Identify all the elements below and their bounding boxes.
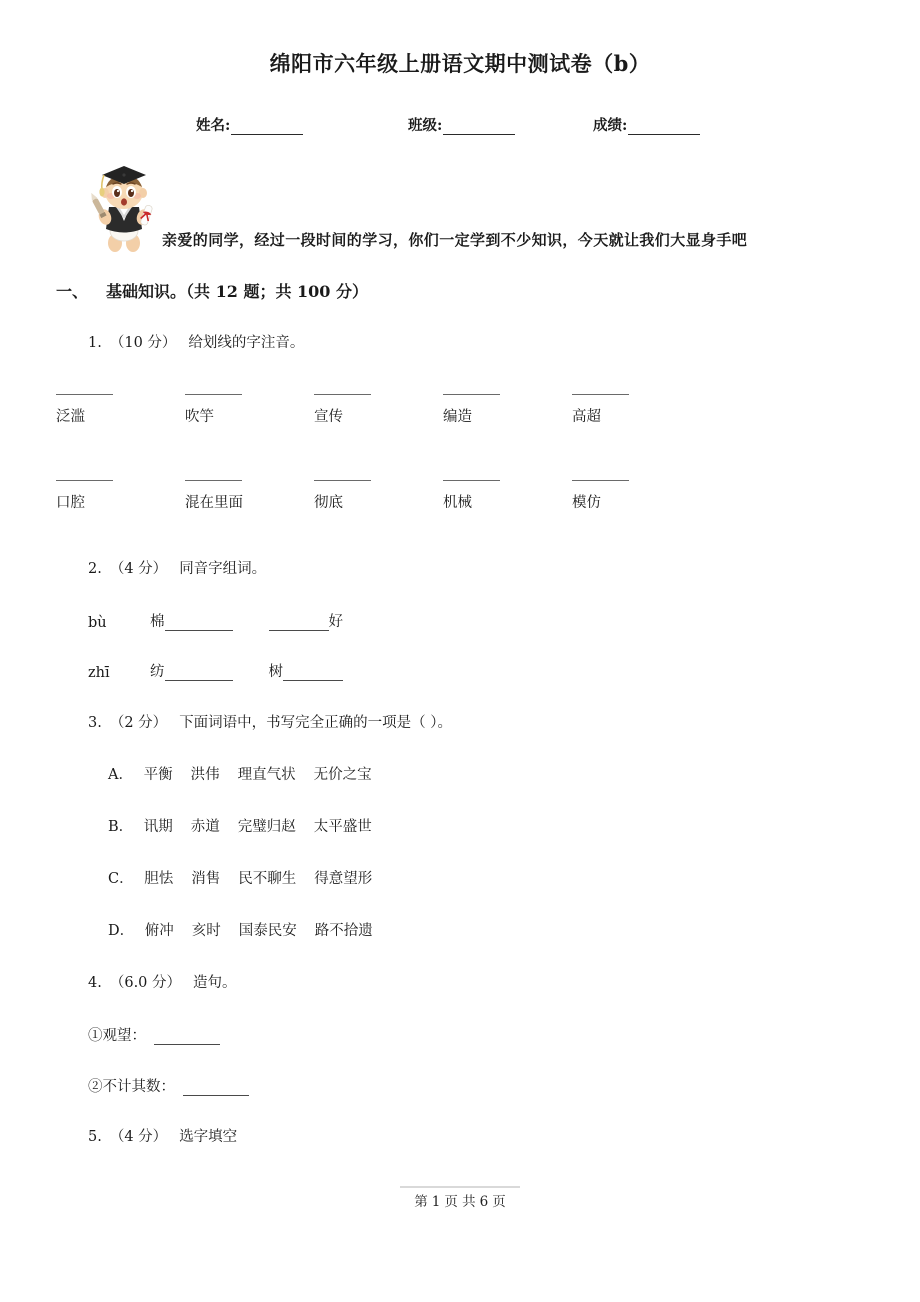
footer-suffix: 页: [492, 1194, 506, 1210]
option-word: 平衡: [143, 767, 173, 783]
option-d-text: [140, 923, 373, 939]
q1-text: 给划线的字注音。: [188, 335, 305, 351]
class-field: [408, 114, 593, 135]
answer-blank[interactable]: [154, 1032, 220, 1045]
q5-points: （4 分）: [109, 1129, 168, 1145]
q2-text: 同音字组词。: [179, 561, 267, 577]
q4-points: （6.0 分）: [109, 975, 182, 991]
word-item: 编造: [443, 409, 472, 425]
score-blank[interactable]: [628, 121, 700, 135]
graduate-baby-icon: [88, 163, 160, 255]
class-blank[interactable]: [443, 121, 515, 135]
option-word: 赤道: [190, 819, 220, 835]
name-label: 姓名:: [196, 117, 231, 134]
option-b-text: [139, 819, 372, 835]
q1-row-2: [56, 469, 756, 519]
q1-row-1-words: [56, 405, 756, 433]
q1-number: 1.: [88, 335, 102, 351]
option-d-letter: D．: [108, 923, 135, 939]
page-title: 绵阳市六年级上册语文期中测试卷（b）: [269, 51, 651, 76]
pinyin-word-item: [150, 610, 233, 631]
q2-pinyin-row-1: [88, 610, 343, 631]
pinyin-blank[interactable]: [572, 393, 629, 395]
q3-number: 3.: [88, 715, 102, 731]
option-word: 太平盛世: [313, 819, 372, 835]
section-title: 基础知识。: [106, 282, 187, 301]
word-item: 模仿: [572, 495, 601, 511]
answer-blank[interactable]: [183, 1083, 249, 1096]
option-word: 消售: [191, 871, 221, 887]
section-heading: [56, 279, 368, 302]
option-a-text: [139, 767, 372, 783]
option-word: 无价之宝: [313, 767, 372, 783]
name-blank[interactable]: [231, 121, 303, 135]
answer-blank[interactable]: [165, 668, 233, 681]
q1-points: （10 分）: [109, 335, 177, 351]
option-word: 民不聊生: [238, 871, 297, 887]
option-word: 洪伟: [190, 767, 220, 783]
word-item: 高超: [572, 409, 601, 425]
pinyin-label: zhī: [88, 665, 110, 681]
word-prefix: 棉: [150, 614, 165, 630]
footer-total-pages: 6: [479, 1194, 489, 1210]
score-label: 成绩:: [593, 117, 628, 134]
answer-blank[interactable]: [165, 618, 233, 631]
q2-pinyin-row-2: [88, 660, 343, 681]
word-item: 吹竽: [185, 409, 214, 425]
q4-number: 4.: [88, 975, 102, 991]
pinyin-label: bù: [88, 615, 107, 631]
q4-item-2-label: ②不计其数：: [88, 1079, 175, 1095]
option-word: 胆怯: [144, 871, 174, 887]
option-c[interactable]: [108, 867, 372, 888]
pinyin-word-item: [269, 660, 344, 681]
pinyin-blank[interactable]: [314, 393, 371, 395]
word-item: 混在里面: [185, 495, 243, 511]
pinyin-blank[interactable]: [185, 393, 242, 395]
answer-blank[interactable]: [283, 668, 343, 681]
option-b-letter: B．: [108, 819, 134, 835]
pinyin-blank[interactable]: [314, 479, 371, 481]
word-item: 机械: [443, 495, 472, 511]
class-label: 班级:: [408, 117, 443, 134]
q3-points: （2 分）: [109, 715, 168, 731]
word-item: 口腔: [56, 495, 85, 511]
page-footer: [0, 1190, 920, 1210]
q1-row-2-blanks: [56, 469, 756, 491]
word-prefix: 树: [268, 664, 283, 680]
q4-item-2: [88, 1075, 249, 1096]
pinyin-blank[interactable]: [443, 393, 500, 395]
q5-number: 5.: [88, 1129, 102, 1145]
pinyin-blank[interactable]: [443, 479, 500, 481]
option-c-letter: C．: [108, 871, 134, 887]
question-3-stem: [88, 711, 452, 732]
q2-points: （4 分）: [109, 561, 168, 577]
option-word: 国泰民安: [238, 923, 297, 939]
question-2-stem: [88, 557, 266, 578]
q4-item-1-label: ①观望：: [88, 1028, 146, 1044]
identity-row: [196, 114, 756, 135]
section-number: 一、: [56, 282, 89, 301]
word-prefix: 纺: [150, 664, 165, 680]
option-b[interactable]: [108, 815, 372, 836]
footer-middle: 页 共: [444, 1194, 476, 1210]
section-meta: （共 12 题；共 100 分）: [186, 282, 368, 301]
pinyin-blank[interactable]: [56, 393, 113, 395]
pinyin-blank[interactable]: [56, 479, 113, 481]
word-suffix: 好: [328, 614, 343, 630]
q3-text: 下面词语中，书写完全正确的一项是（ ）。: [179, 715, 453, 731]
footer-divider: [400, 1186, 520, 1188]
q1-row-1: [56, 383, 756, 433]
pinyin-word-item: [150, 660, 233, 681]
score-field: [593, 114, 756, 135]
q1-row-1-blanks: [56, 383, 756, 405]
option-word: 理直气状: [237, 767, 296, 783]
option-c-text: [140, 871, 373, 887]
q4-text: 造句。: [193, 975, 237, 991]
q1-row-2-words: [56, 491, 756, 519]
option-word: 得意望形: [314, 871, 373, 887]
option-word: 俯冲: [144, 923, 174, 939]
option-d[interactable]: [108, 919, 373, 940]
footer-current-page: 1: [431, 1194, 441, 1210]
option-word: 路不拾遗: [314, 923, 373, 939]
name-field: [196, 114, 408, 135]
greeting-text: 亲爱的同学，经过一段时间的学习，你们一定学到不少知识，今天就让我们大显身手吧: [162, 231, 748, 249]
pinyin-word-item: [269, 610, 344, 631]
option-a[interactable]: [108, 763, 372, 784]
question-4-stem: [88, 971, 237, 992]
q4-item-1: [88, 1024, 220, 1045]
option-word: 亥时: [191, 923, 221, 939]
pinyin-blank[interactable]: [185, 479, 242, 481]
word-item: 彻底: [314, 495, 343, 511]
question-5-stem: [88, 1125, 237, 1146]
pinyin-blank[interactable]: [572, 479, 629, 481]
question-1-stem: [88, 331, 304, 352]
answer-blank[interactable]: [269, 618, 329, 631]
word-item: 泛滥: [56, 409, 85, 425]
option-word: 讯期: [143, 819, 173, 835]
q2-number: 2.: [88, 561, 102, 577]
q5-text: 选字填空: [179, 1129, 238, 1145]
option-a-letter: A．: [108, 767, 133, 783]
option-word: 完璧归赵: [237, 819, 296, 835]
word-item: 宣传: [314, 409, 343, 425]
footer-prefix: 第: [414, 1194, 428, 1210]
